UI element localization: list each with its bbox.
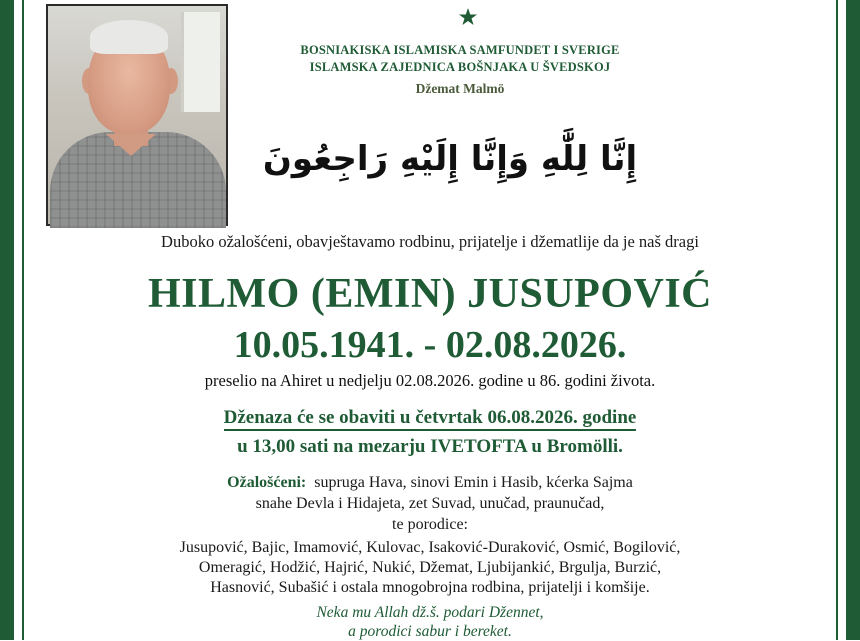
prayer-block (30, 603, 830, 641)
organization-name-swedish: BOSNIAKISKA ISLAMISKA SAMFUNDET I SVERIGE (300, 43, 620, 57)
mourners-line-2: snahe Devla i Hidajeta, zet Suvad, unučad, praunučad, (255, 495, 605, 512)
passing-note: preselio na Ahiret u nedjelju 02.08.2026. godine u 86. godini života. (204, 371, 656, 390)
arabic-calligraphy-text: إِنَّا لِلَّٰهِ وَإِنَّا إِلَيْهِ رَاجِعُونَ (262, 139, 638, 179)
mourners-label: Ožalošćeni: (227, 474, 307, 491)
portrait-photo (46, 4, 228, 226)
families-line-1: Jusupović, Bajic, Imamović, Kulovac, Isaković-Duraković, Osmić, Bogilović, (179, 539, 681, 556)
families-block (30, 538, 830, 598)
mourners-line-1 (30, 472, 830, 493)
congregation-name: Džemat Malmö (415, 81, 505, 96)
crescent-star-icon (426, 2, 486, 36)
funeral-date-line (30, 407, 830, 429)
photo-background-window (181, 12, 220, 112)
cemetery-name: IVETOFTA (430, 436, 527, 457)
organization-name-bosnian: ISLAMSKA ZAJEDNICA BOŠNJAKA U ŠVEDSKOJ (309, 60, 611, 74)
photo-hair (90, 20, 168, 54)
funeral-date-text: Dženaza će se obaviti u četvrtak 06.08.2026. godine (224, 407, 637, 431)
mourners-line-3: te porodice: (392, 516, 468, 533)
funeral-time-text: u 13,00 sati na mezarju (237, 436, 431, 457)
mourners-block (30, 472, 830, 535)
prayer-line-1: Neka mu Allah dž.š. podari Džennet, (316, 604, 544, 621)
families-line-2: Omeragić, Hodžić, Hajrić, Nukić, Džemat, Ljubijankić, Brgulja, Burzić, (198, 559, 662, 576)
arabic-calligraphy (262, 112, 638, 190)
announcement-intro: Duboko ožalošćeni, obavještavamo rodbinu, prijatelje i džematlije da je naš dragi (161, 232, 699, 251)
families-line-3: Hasnović, Subašić i ostala mnogobrojna rodbina, prijatelji i komšije. (210, 579, 650, 596)
deceased-name: HILMO (EMIN) JUSUPOVIĆ (148, 271, 712, 317)
life-dates: 10.05.1941. - 02.08.2026. (233, 324, 627, 366)
funeral-town-text: u Bromölli. (526, 436, 623, 457)
mourners-text-1: supruga Hava, sinovi Emin i Hasib, kćerka Sajma (314, 474, 633, 491)
funeral-place-line (30, 436, 830, 458)
prayer-line-2: a porodici sabur i bereket. (348, 623, 512, 640)
